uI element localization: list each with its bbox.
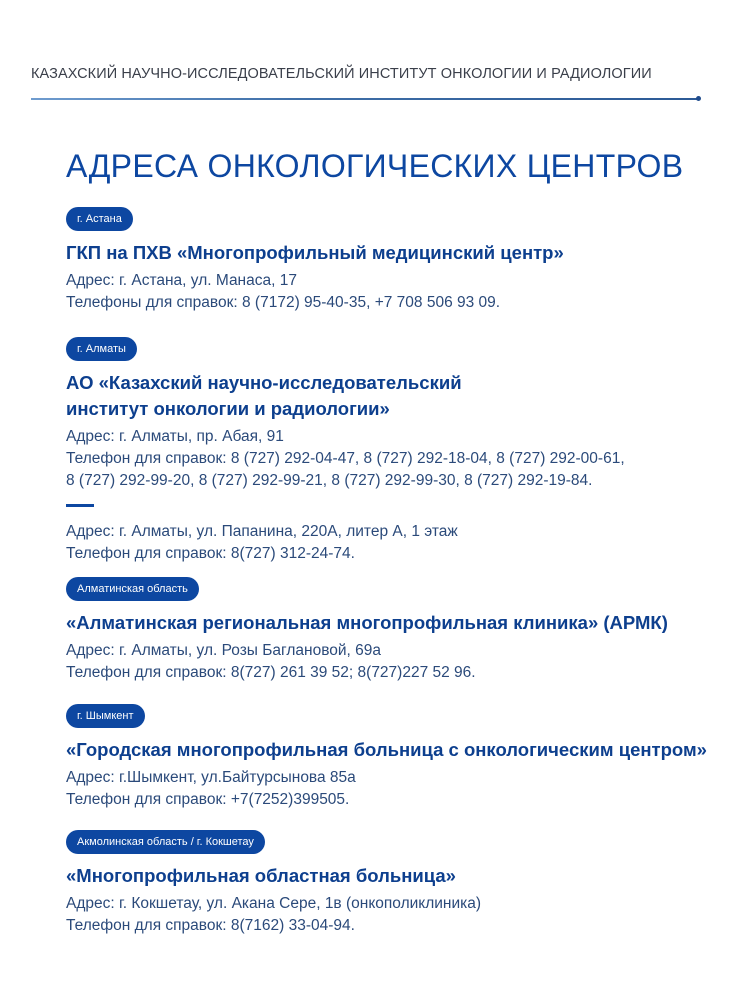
region-badge: Акмолинская область / г. Кокшетау bbox=[66, 830, 265, 854]
section-almaty bbox=[66, 337, 625, 565]
institute-header: КАЗАХСКИЙ НАУЧНО-ИССЛЕДОВАТЕЛЬСКИЙ ИНСТИТУТ ОНКОЛОГИИ И РАДИОЛОГИИ bbox=[31, 66, 652, 82]
page-title: АДРЕСА ОНКОЛОГИЧЕСКИХ ЦЕНТРОВ bbox=[66, 148, 684, 184]
section-almaty-region bbox=[66, 577, 668, 684]
separator-dash bbox=[66, 504, 94, 507]
phone-line: Телефон для справок: 8(727) 261 39 52; 8(727)227 52 96. bbox=[66, 664, 476, 681]
address-line: Адрес: г.Шымкент, ул.Байтурсынова 85а bbox=[66, 769, 356, 786]
address-line-2: Адрес: г. Алматы, ул. Папанина, 220А, литер А, 1 этаж bbox=[66, 523, 458, 540]
region-badge: г. Астана bbox=[66, 207, 133, 231]
section-akmola bbox=[66, 830, 481, 937]
address-line: Адрес: г. Астана, ул. Манаса, 17 bbox=[66, 272, 297, 289]
address-line: Адрес: г. Алматы, ул. Розы Баглановой, 69а bbox=[66, 642, 382, 659]
organization-name: «Многопрофильная областная больница» bbox=[66, 865, 456, 886]
phone-line: Телефон для справок: 8(7162) 33-04-94. bbox=[66, 917, 355, 934]
organization-name-line2: институт онкологии и радиологии» bbox=[66, 398, 390, 419]
divider-dot bbox=[696, 96, 701, 101]
phone-line: Телефон для справок: 8 (727) 292-04-47, 8 (727) 292-18-04, 8 (727) 292-00-61, bbox=[66, 450, 625, 467]
region-badge: г. Алматы bbox=[66, 337, 137, 361]
address-line: Адрес: г. Кокшетау, ул. Акана Сере, 1в (онкополиклиника) bbox=[66, 895, 482, 912]
organization-name-line1: АО «Казахский научно-исследовательский bbox=[66, 372, 462, 393]
phone-line: Телефон для справок: +7(7252)399505. bbox=[66, 791, 350, 808]
header-divider bbox=[31, 98, 698, 100]
phone-line-continued: 8 (727) 292-99-20, 8 (727) 292-99-21, 8 (727) 292-99-30, 8 (727) 292-19-84. bbox=[66, 472, 593, 489]
phone-line: Телефоны для справок: 8 (7172) 95-40-35, +7 708 506 93 09. bbox=[66, 294, 501, 311]
region-badge: г. Шымкент bbox=[66, 704, 145, 728]
region-badge: Алматинская область bbox=[66, 577, 199, 601]
section-shymkent bbox=[66, 704, 707, 811]
organization-name: «Городская многопрофильная больница с онкологическим центром» bbox=[66, 739, 707, 760]
organization-name: ГКП на ПХВ «Многопрофильный медицинский центр» bbox=[66, 242, 564, 263]
address-line: Адрес: г. Алматы, пр. Абая, 91 bbox=[66, 428, 284, 445]
organization-name: «Алматинская региональная многопрофильная клиника» (АРМК) bbox=[66, 612, 668, 633]
section-astana bbox=[66, 207, 564, 314]
phone-line-2: Телефон для справок: 8(727) 312-24-74. bbox=[66, 545, 355, 562]
